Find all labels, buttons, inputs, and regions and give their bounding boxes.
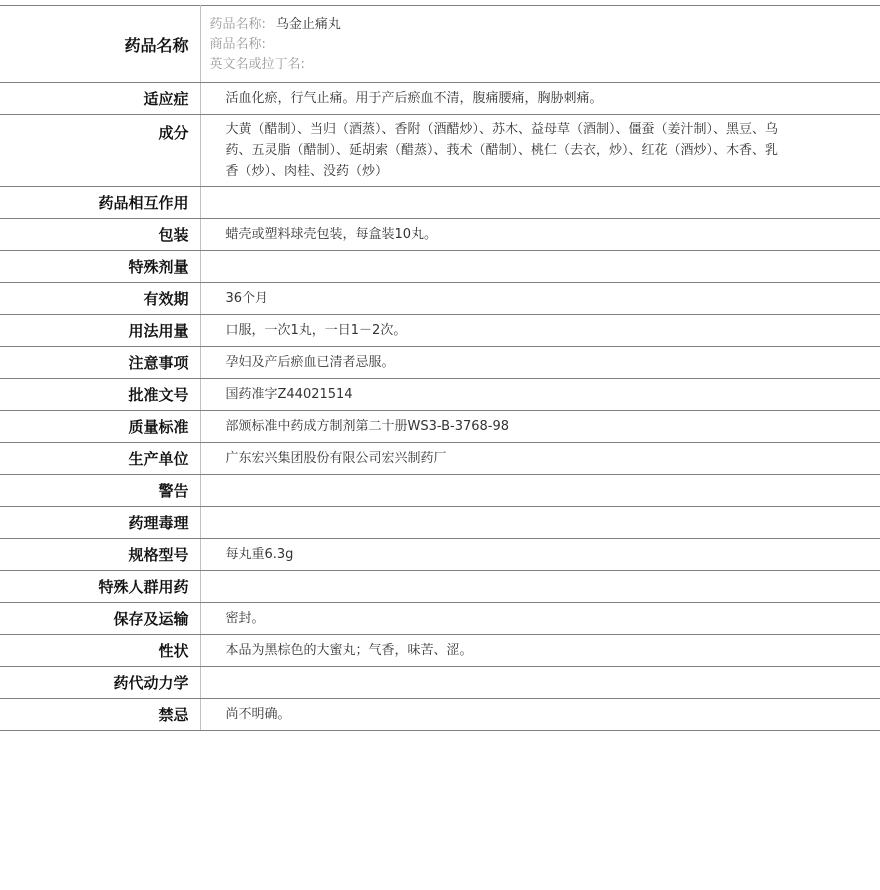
row-value: 本品为黑棕色的大蜜丸；气香，味苦、涩。 bbox=[200, 635, 880, 667]
table-row-approval-number bbox=[0, 379, 880, 411]
row-value: 每丸重6.3g bbox=[200, 539, 880, 571]
table-row-interactions bbox=[0, 187, 880, 219]
row-label: 药理毒理 bbox=[0, 507, 200, 539]
row-value bbox=[200, 571, 880, 603]
row-label: 性状 bbox=[0, 635, 200, 667]
row-value: 部颁标准中药成方制剂第二十册WS3-B-3768-98 bbox=[200, 411, 880, 443]
table-row-contraindications bbox=[0, 699, 880, 731]
generic-name-value: 乌金止痛丸 bbox=[275, 17, 341, 32]
row-label: 用法用量 bbox=[0, 315, 200, 347]
row-value: 口服，一次1丸，一日1－2次。 bbox=[200, 315, 880, 347]
row-value: 国药准字Z44021514 bbox=[200, 379, 880, 411]
row-label: 质量标准 bbox=[0, 411, 200, 443]
drug-name-cell bbox=[200, 6, 880, 83]
row-label: 包装 bbox=[0, 219, 200, 251]
row-label: 特殊人群用药 bbox=[0, 571, 200, 603]
row-value bbox=[200, 475, 880, 507]
row-value: 蜡壳或塑料球壳包装，每盒装10丸。 bbox=[200, 219, 880, 251]
row-value: 活血化瘀，行气止痛。用于产后瘀血不清，腹痛腰痛，胸胁刺痛。 bbox=[200, 83, 880, 115]
drug-info-table-wrapper bbox=[0, 5, 880, 731]
english-name-key: 英文名或拉丁名: bbox=[209, 57, 305, 72]
table-row-ingredients bbox=[0, 115, 880, 187]
row-label: 特殊剂量 bbox=[0, 251, 200, 283]
english-name-line bbox=[210, 55, 871, 75]
trade-name-key: 商品名称: bbox=[209, 37, 266, 52]
table-row-special-population bbox=[0, 571, 880, 603]
table-row-pharmacokinetics bbox=[0, 667, 880, 699]
row-label: 适应症 bbox=[0, 83, 200, 115]
table-row-specification bbox=[0, 539, 880, 571]
row-value: 密封。 bbox=[200, 603, 880, 635]
table-row-shelf-life bbox=[0, 283, 880, 315]
drug-info-table bbox=[0, 5, 880, 731]
generic-name-key: 药品名称: bbox=[209, 17, 266, 32]
table-row-drug-name bbox=[0, 6, 880, 83]
row-value: 广东宏兴集团股份有限公司宏兴制药厂 bbox=[200, 443, 880, 475]
row-label: 成分 bbox=[0, 115, 200, 187]
row-value bbox=[200, 507, 880, 539]
row-value: 孕妇及产后瘀血已清者忌服。 bbox=[200, 347, 880, 379]
row-label: 药品相互作用 bbox=[0, 187, 200, 219]
generic-name-line bbox=[210, 15, 871, 35]
table-row-storage bbox=[0, 603, 880, 635]
row-value: 36个月 bbox=[200, 283, 880, 315]
row-value bbox=[200, 251, 880, 283]
row-label: 生产单位 bbox=[0, 443, 200, 475]
table-row-packaging bbox=[0, 219, 880, 251]
row-label: 注意事项 bbox=[0, 347, 200, 379]
table-row-special-dosage bbox=[0, 251, 880, 283]
row-label-drug-name: 药品名称 bbox=[0, 6, 200, 83]
row-label: 禁忌 bbox=[0, 699, 200, 731]
table-row-quality-standard bbox=[0, 411, 880, 443]
row-value bbox=[200, 667, 880, 699]
row-value bbox=[200, 187, 880, 219]
row-label: 警告 bbox=[0, 475, 200, 507]
row-label: 有效期 bbox=[0, 283, 200, 315]
table-row-dosage bbox=[0, 315, 880, 347]
table-row-indications bbox=[0, 83, 880, 115]
row-label: 药代动力学 bbox=[0, 667, 200, 699]
table-row-warning bbox=[0, 475, 880, 507]
table-row-description bbox=[0, 635, 880, 667]
table-row-pharmacology bbox=[0, 507, 880, 539]
row-label: 批准文号 bbox=[0, 379, 200, 411]
row-label: 保存及运输 bbox=[0, 603, 200, 635]
trade-name-line bbox=[210, 35, 871, 55]
table-row-manufacturer bbox=[0, 443, 880, 475]
row-value: 大黄（醋制）、当归（酒蒸）、香附（酒醋炒）、苏木、益母草（酒制）、僵蚕（姜汁制）、黑豆、乌药、五灵脂（醋制）、延胡索（醋蒸）、莪术（醋制）、桃仁（去衣，炒）、红花（酒炒）、木香、乳香（炒）、肉桂、没药（炒） bbox=[200, 115, 880, 187]
table-row-precautions bbox=[0, 347, 880, 379]
row-value: 尚不明确。 bbox=[200, 699, 880, 731]
row-label: 规格型号 bbox=[0, 539, 200, 571]
